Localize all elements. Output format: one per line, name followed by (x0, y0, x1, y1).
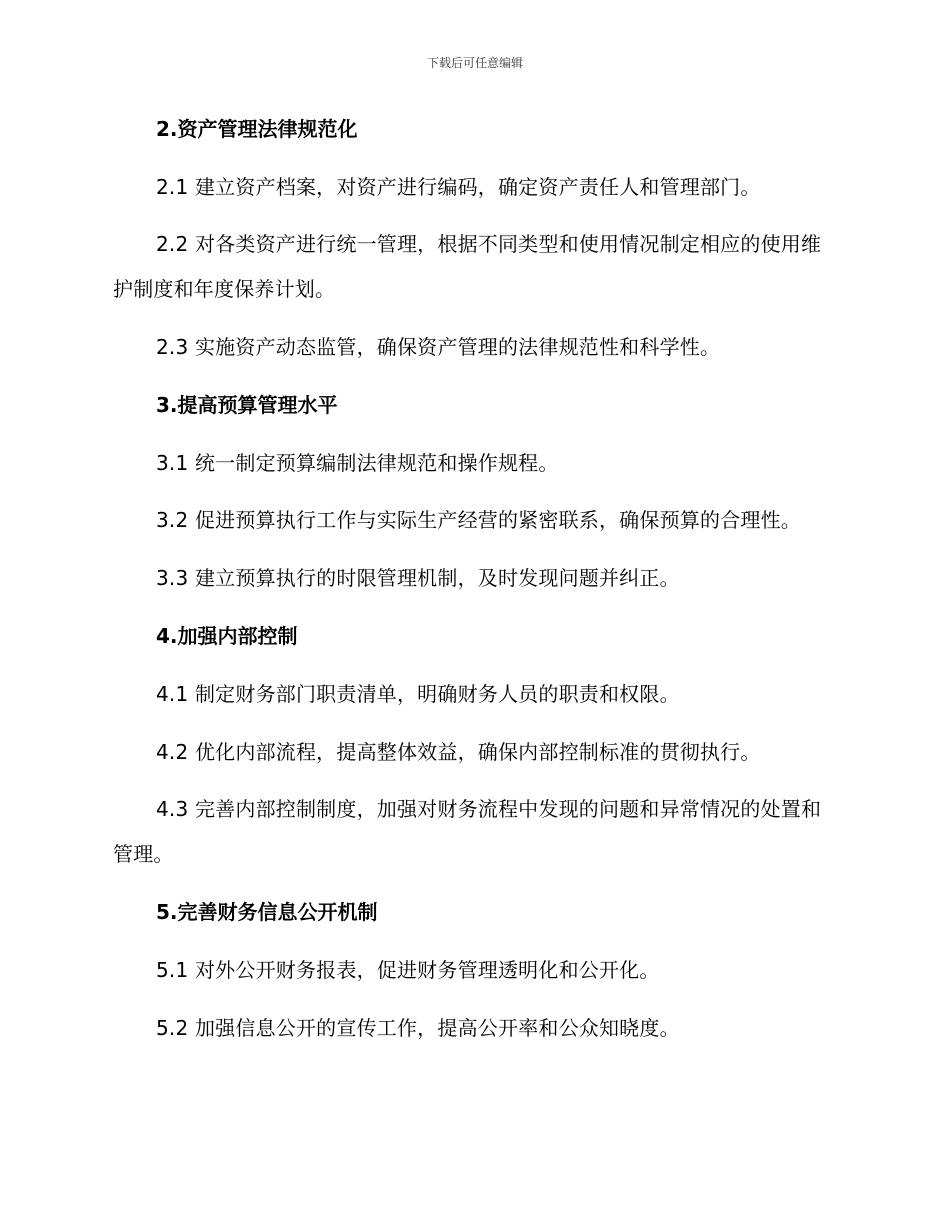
section-heading: 4.加强内部控制 (156, 624, 298, 648)
section-heading: 2.资产管理法律规范化 (156, 117, 358, 141)
paragraph: 5.2 加强信息公开的宣传工作，提高公开率和公众知晓度。 (156, 1016, 680, 1040)
paragraph: 2.3 实施资产动态监管，确保资产管理的法律规范性和科学性。 (156, 335, 721, 359)
paragraph: 4.3 完善内部控制制度，加强对财务流程中发现的问题和异常情况的处置和管理。 (113, 797, 822, 866)
section-heading: 5.完善财务信息公开机制 (156, 900, 378, 924)
paragraph: 3.1 统一制定预算编制法律规范和操作规程。 (156, 451, 559, 475)
paragraph: 4.2 优化内部流程，提高整体效益，确保内部控制标准的贯彻执行。 (156, 740, 761, 764)
section-heading: 3.提高预算管理水平 (156, 393, 338, 417)
paragraph: 2.2 对各类资产进行统一管理，根据不同类型和使用情况制定相应的使用维护制度和年度保养计划。 (113, 232, 822, 301)
paragraph: 4.1 制定财务部门职责清单，明确财务人员的职责和权限。 (156, 682, 680, 706)
paragraph: 5.1 对外公开财务报表，促进财务管理透明化和公开化。 (156, 958, 660, 982)
document-body (113, 112, 825, 1069)
paragraph: 3.3 建立预算执行的时限管理机制，及时发现问题并纠正。 (156, 566, 680, 590)
paragraph: 3.2 促进预算执行工作与实际生产经营的紧密联系，确保预算的合理性。 (156, 508, 801, 532)
paragraph: 2.1 建立资产档案，对资产进行编码，确定资产责任人和管理部门。 (156, 175, 761, 199)
page-header: 下载后可任意编辑 (426, 56, 523, 70)
